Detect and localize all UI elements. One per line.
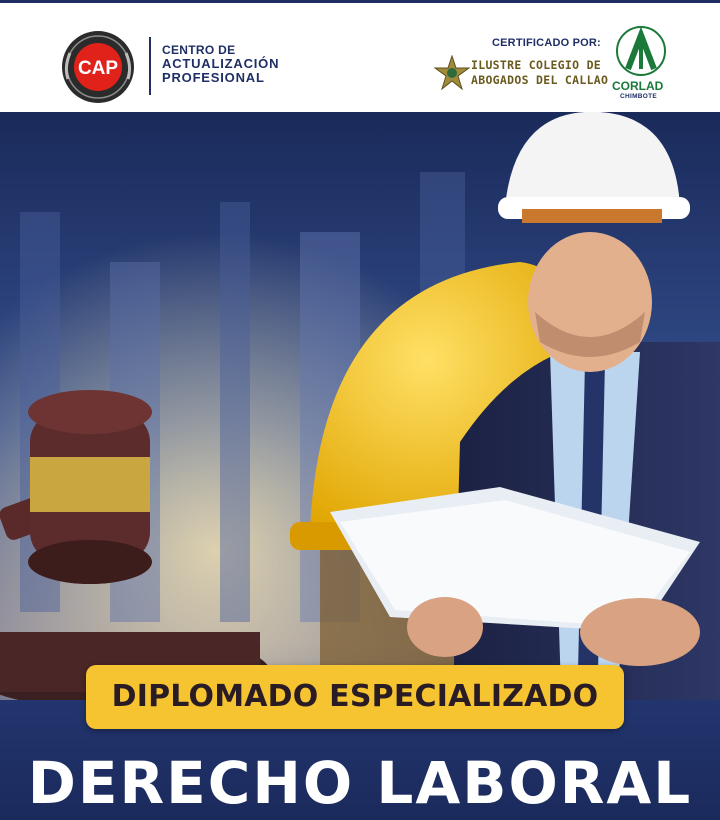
diplomado-badge-label: DIPLOMADO ESPECIALIZADO	[111, 679, 599, 714]
left-hand	[407, 597, 483, 657]
colegio-line-1: ILUSTRE COLEGIO DE	[471, 58, 602, 72]
cap-line-1: CENTRO DE	[162, 43, 236, 57]
cap-line-3: PROFESIONAL	[162, 70, 265, 85]
header-bar	[0, 0, 720, 112]
cap-institution-name	[162, 43, 279, 85]
colegio-abogados-name	[471, 58, 608, 88]
cap-badge-text: CAP	[77, 58, 119, 79]
course-title: DERECHO LABORAL	[27, 749, 693, 817]
right-hand	[580, 598, 700, 666]
corlad-city: CHIMBOTE	[620, 93, 658, 100]
header-divider	[149, 37, 151, 95]
colegio-star-icon	[434, 55, 470, 91]
corlad-name: CORLAD	[612, 79, 664, 93]
cap-logo	[60, 29, 136, 105]
cap-line-2: ACTUALIZACIÓN	[162, 56, 280, 71]
certified-by-label: CERTIFICADO POR:	[492, 37, 601, 49]
colegio-line-2: ABOGADOS DEL CALLAO	[471, 73, 609, 87]
